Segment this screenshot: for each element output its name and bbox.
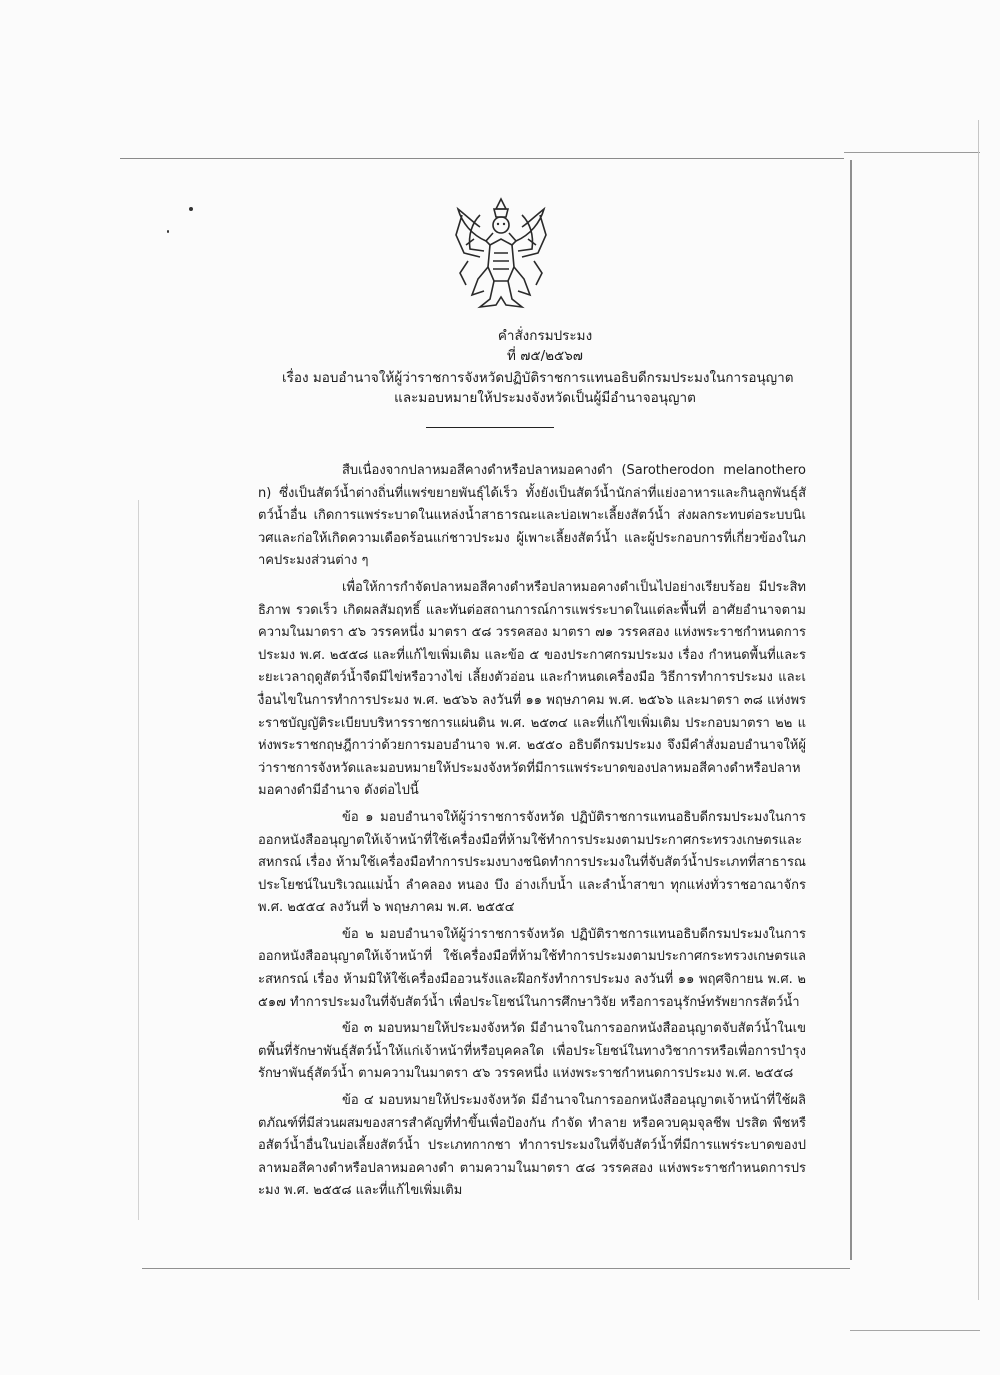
scan-speck [167,230,169,233]
clause-1: ข้อ ๑ มอบอำนาจให้ผู้ว่าราชการจังหวัด ปฏิบัติราชการแทนอธิบดีกรมประมงในการออกหนังสืออนุญาตให้เจ้าหน้าที่ใช้เครื่องมือที่ห้ามใช้ทำการประมงตามประกาศกระทรวงเกษตรและสหกรณ์ เรื่อง ห้ามใช้เครื่องมือทำการประมงบางชนิดทำการประมงในที่จับสัตว์น้ำประเภทที่สาธารณประโยชน์ในบริเวณแม่น้ำ ลำคลอง หนอง บึง อ่างเก็บน้ำ และลำน้ำสาขา ทุกแห่งทั่วราชอาณาจักร พ.ศ. ๒๕๕๔ ลงวันที่ ๖ พฤษภาคม พ.ศ. ๒๕๕๔ [258,809,806,916]
garuda-emblem-icon [450,195,552,313]
scan-border-top-2 [844,152,980,153]
clause-4: ข้อ ๔ มอบหมายให้ประมงจังหวัด มีอำนาจในการออกหนังสืออนุญาตเจ้าหน้าที่ใช้ผลิตภัณฑ์ที่มีส่วนผสมของสารสำคัญที่ทำขึ้นเพื่อป้องกัน กำจัด ทำลาย หรือควบคุมจุลชีพ ปรสิต พืชหรือสัตว์น้ำอื่นในบ่อเลี้ยงสัตว์น้ำ ประเภทกากชา ทำการประมงในที่จับสัตว์น้ำที่มีการแพร่ระบาดของปลาหมอสีคางดำหรือปลาหมอคางดำ ตามความในมาตรา ๕๘ วรรคสอง แห่งพระราชกำหนดการประมง พ.ศ. ๒๕๕๘ และที่แก้ไขเพิ่มเติม [258,1093,806,1199]
order-number: ที่ ๗๕/๒๕๖๗ [507,348,583,364]
scan-border-right-edge [978,120,979,1300]
scan-border-right [850,160,852,1260]
title-divider [426,427,554,428]
order-heading: คำสั่งกรมประมง [497,328,593,344]
scan-border-bottom [142,1268,850,1269]
body-paragraph-authority: เพื่อให้การกำจัดปลาหมอสีคางดำหรือปลาหมอคางดำเป็นไปอย่างเรียบร้อย มีประสิทธิภาพ รวดเร็ว เกิดผลสัมฤทธิ์ และทันต่อสถานการณ์การแพร่ระบาดในแต่ละพื้นที่ อาศัยอำนาจตามความในมาตรา ๕๖ วรรคหนึ่ง มาตรา ๕๘ วรรคสอง มาตรา ๗๑ วรรคสอง แห่งพระราชกำหนดการประมง พ.ศ. ๒๕๕๘ และที่แก้ไขเพิ่มเติม และข้อ ๕ ของประกาศกรมประมง เรื่อง กำหนดพื้นที่และระยะเวลาฤดูสัตว์น้ำจืดมีไข่หรือวางไข่ เลี้ยงตัวอ่อน และกำหนดเครื่องมือ วิธีการทำการประมง และเงื่อนไขในการทำการประมง พ.ศ. ๒๕๖๖ ลงวันที่ ๑๑ พฤษภาคม พ.ศ. ๒๕๖๖ และมาตรา ๓๘ แห่งพระราชบัญญัติระเบียบบริหารราชการแผ่นดิน พ.ศ. ๒๕๓๔ และที่แก้ไขเพิ่มเติม ประกอบมาตรา ๒๒ แห่งพระราชกฤษฎีกาว่าด้วยการมอบอำนาจ พ.ศ. ๒๕๕๐ อธิบดีกรมประมง จึงมีคำสั่งมอบอำนาจให้ผู้ว่าราชการจังหวัดและมอบหมายให้ประมงจังหวัดที่มีการแพร่ระบาดของปลาหมอสีคางดำหรือปลาหมอคางดำมีอำนาจ ดังต่อไปนี้ [258,579,806,799]
document-body [258,460,806,1207]
scan-border-bottom-2 [850,1330,980,1331]
scan-border-top [120,158,844,159]
scan-border-left [138,500,139,1220]
clause-2: ข้อ ๒ มอบอำนาจให้ผู้ว่าราชการจังหวัด ปฏิบัติราชการแทนอธิบดีกรมประมงในการออกหนังสืออนุญาตให้เจ้าหน้าที่ ใช้เครื่องมือที่ห้ามใช้ทำการประมงตามประกาศกระทรวงเกษตรและสหกรณ์ เรื่อง ห้ามมิให้ใช้เครื่องมืออวนรังและฝีอกรังทำการประมง ลงวันที่ ๑๑ พฤศจิกายน พ.ศ. ๒๕๑๗ ทำการประมงในที่จับสัตว์น้ำ เพื่อประโยชน์ในการศึกษาวิจัย หรือการอนุรักษ์ทรัพยากรสัตว์น้ำ [258,926,806,1010]
clause-3: ข้อ ๓ มอบหมายให้ประมงจังหวัด มีอำนาจในการออกหนังสืออนุญาตจับสัตว์น้ำในเขตพื้นที่รักษาพันธุ์สัตว์น้ำให้แก่เจ้าหน้าที่หรือบุคคลใด เพื่อประโยชน์ในทางวิชาการหรือเพื่อการบำรุงรักษาพันธุ์สัตว์น้ำ ตามความในมาตรา ๕๖ วรรคหนึ่ง แห่งพระราชกำหนดการประมง พ.ศ. ๒๕๕๘ [258,1021,806,1082]
body-paragraph-intro: สืบเนื่องจากปลาหมอสีคางดำหรือปลาหมอคางดำ (Sarotherodon melanotheron) ซึ่งเป็นสัตว์น้ำต่างถิ่นที่แพร่ขยายพันธุ์ได้เร็ว ทั้งยังเป็นสัตว์น้ำนักล่าที่แย่งอาหารและกินลูกพันธุ์สัตว์น้ำอื่น เกิดการแพร่ระบาดในแหล่งน้ำสาธารณะและบ่อเพาะเลี้ยงสัตว์น้ำ ส่งผลกระทบต่อระบบนิเวศและก่อให้เกิดความเดือดร้อนแก่ชาวประมง ผู้เพาะเลี้ยงสัตว์น้ำ และผู้ประกอบการที่เกี่ยวข้องในภาคประมงส่วนต่าง ๆ [258,463,806,569]
subject-line-1: เรื่อง มอบอำนาจให้ผู้ว่าราชการจังหวัดปฏิบัติราชการแทนอธิบดีกรมประมงในการอนุญาต [282,370,794,386]
subject-line-2: และมอบหมายให้ประมงจังหวัดเป็นผู้มีอำนาจอนุญาต [394,390,696,406]
scan-speck [189,207,193,211]
